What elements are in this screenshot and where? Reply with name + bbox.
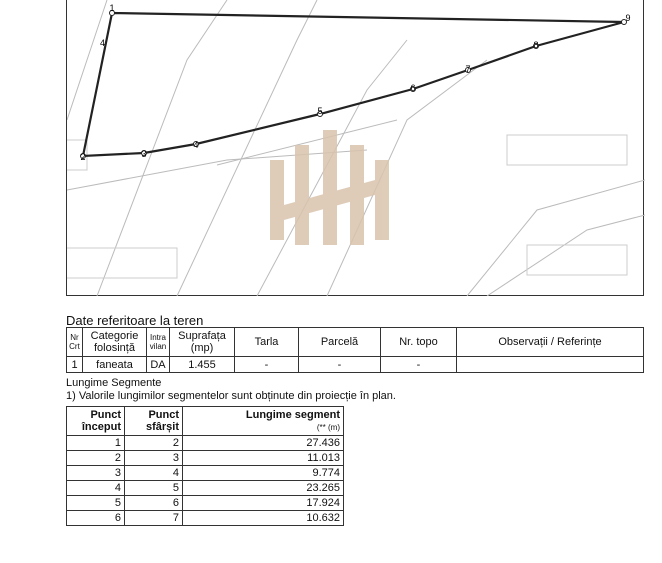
table-row: [67, 451, 344, 466]
cell-length: 10.632: [183, 511, 344, 526]
col-categorie: Categorie folosință: [83, 328, 147, 357]
cell-length: 11.013: [183, 451, 344, 466]
cell-start: 1: [67, 436, 125, 451]
col-obs: Observații / Referințe: [457, 328, 644, 357]
cell-length: 17.924: [183, 496, 344, 511]
cell-end: 3: [125, 451, 183, 466]
cell-start: 6: [67, 511, 125, 526]
plan-point-label: 3: [141, 149, 147, 159]
table-row: [67, 481, 344, 496]
segments-title: Lungime Segmente: [66, 377, 162, 389]
col-suprafata: Suprafața (mp): [170, 328, 235, 357]
cell-end: 6: [125, 496, 183, 511]
col-start: Punct început: [67, 407, 125, 436]
plan-point-label: 6: [410, 83, 416, 93]
cell-nr: 1: [67, 357, 83, 373]
table-row: [67, 436, 344, 451]
plan-point-label: 1: [109, 3, 115, 13]
table-row: [67, 357, 644, 373]
plan-point-label: 9: [625, 13, 631, 23]
plan-points: [80, 3, 630, 162]
col-length-label: Lungime segment: [245, 408, 340, 421]
plan-svg: [67, 0, 645, 296]
plan-point-label: 2: [80, 152, 86, 162]
table-row: [67, 466, 344, 481]
cell-start: 2: [67, 451, 125, 466]
col-parcela: Parcelă: [299, 328, 381, 357]
col-nr: Nr Crt: [67, 328, 83, 357]
cell-obs: [457, 357, 644, 373]
col-length: [183, 407, 344, 436]
cell-length: 27.436: [183, 436, 344, 451]
edge-label: 4: [100, 38, 106, 48]
cell-parcela: -: [299, 357, 381, 373]
cell-end: 2: [125, 436, 183, 451]
ref-section-title: Date referitoare la teren: [66, 313, 204, 328]
table-row: [67, 511, 344, 526]
cell-end: 5: [125, 481, 183, 496]
col-nrtopo: Nr. topo: [381, 328, 457, 357]
cell-intra: DA: [147, 357, 170, 373]
segments-table: [66, 406, 344, 526]
cell-start: 3: [67, 466, 125, 481]
segments-body: [67, 436, 344, 526]
plan-point-label: 4: [193, 140, 199, 150]
background-boxes: [67, 135, 627, 278]
segments-note: 1) Valorile lungimilor segmentelor sunt obținute din proiecție în plan.: [66, 390, 396, 402]
cell-start: 5: [67, 496, 125, 511]
cell-tarla: -: [235, 357, 299, 373]
col-intra: Intra vilan: [147, 328, 170, 357]
col-length-unit: (** (m): [316, 422, 340, 432]
cell-start: 4: [67, 481, 125, 496]
table-row: [67, 496, 344, 511]
cell-categorie: faneata: [83, 357, 147, 373]
land-data-table: [66, 327, 644, 373]
cell-nrtopo: -: [381, 357, 457, 373]
cell-length: 23.265: [183, 481, 344, 496]
cell-end: 4: [125, 466, 183, 481]
col-tarla: Tarla: [235, 328, 299, 357]
plan-point-label: 7: [465, 64, 471, 74]
col-end: Punct sfârșit: [125, 407, 183, 436]
plan-point-label: 5: [317, 106, 323, 116]
cell-end: 7: [125, 511, 183, 526]
cell-length: 9.774: [183, 466, 344, 481]
plan-point-label: 8: [533, 40, 539, 50]
cell-suprafata: 1.455: [170, 357, 235, 373]
parcel-plan: [66, 0, 644, 296]
